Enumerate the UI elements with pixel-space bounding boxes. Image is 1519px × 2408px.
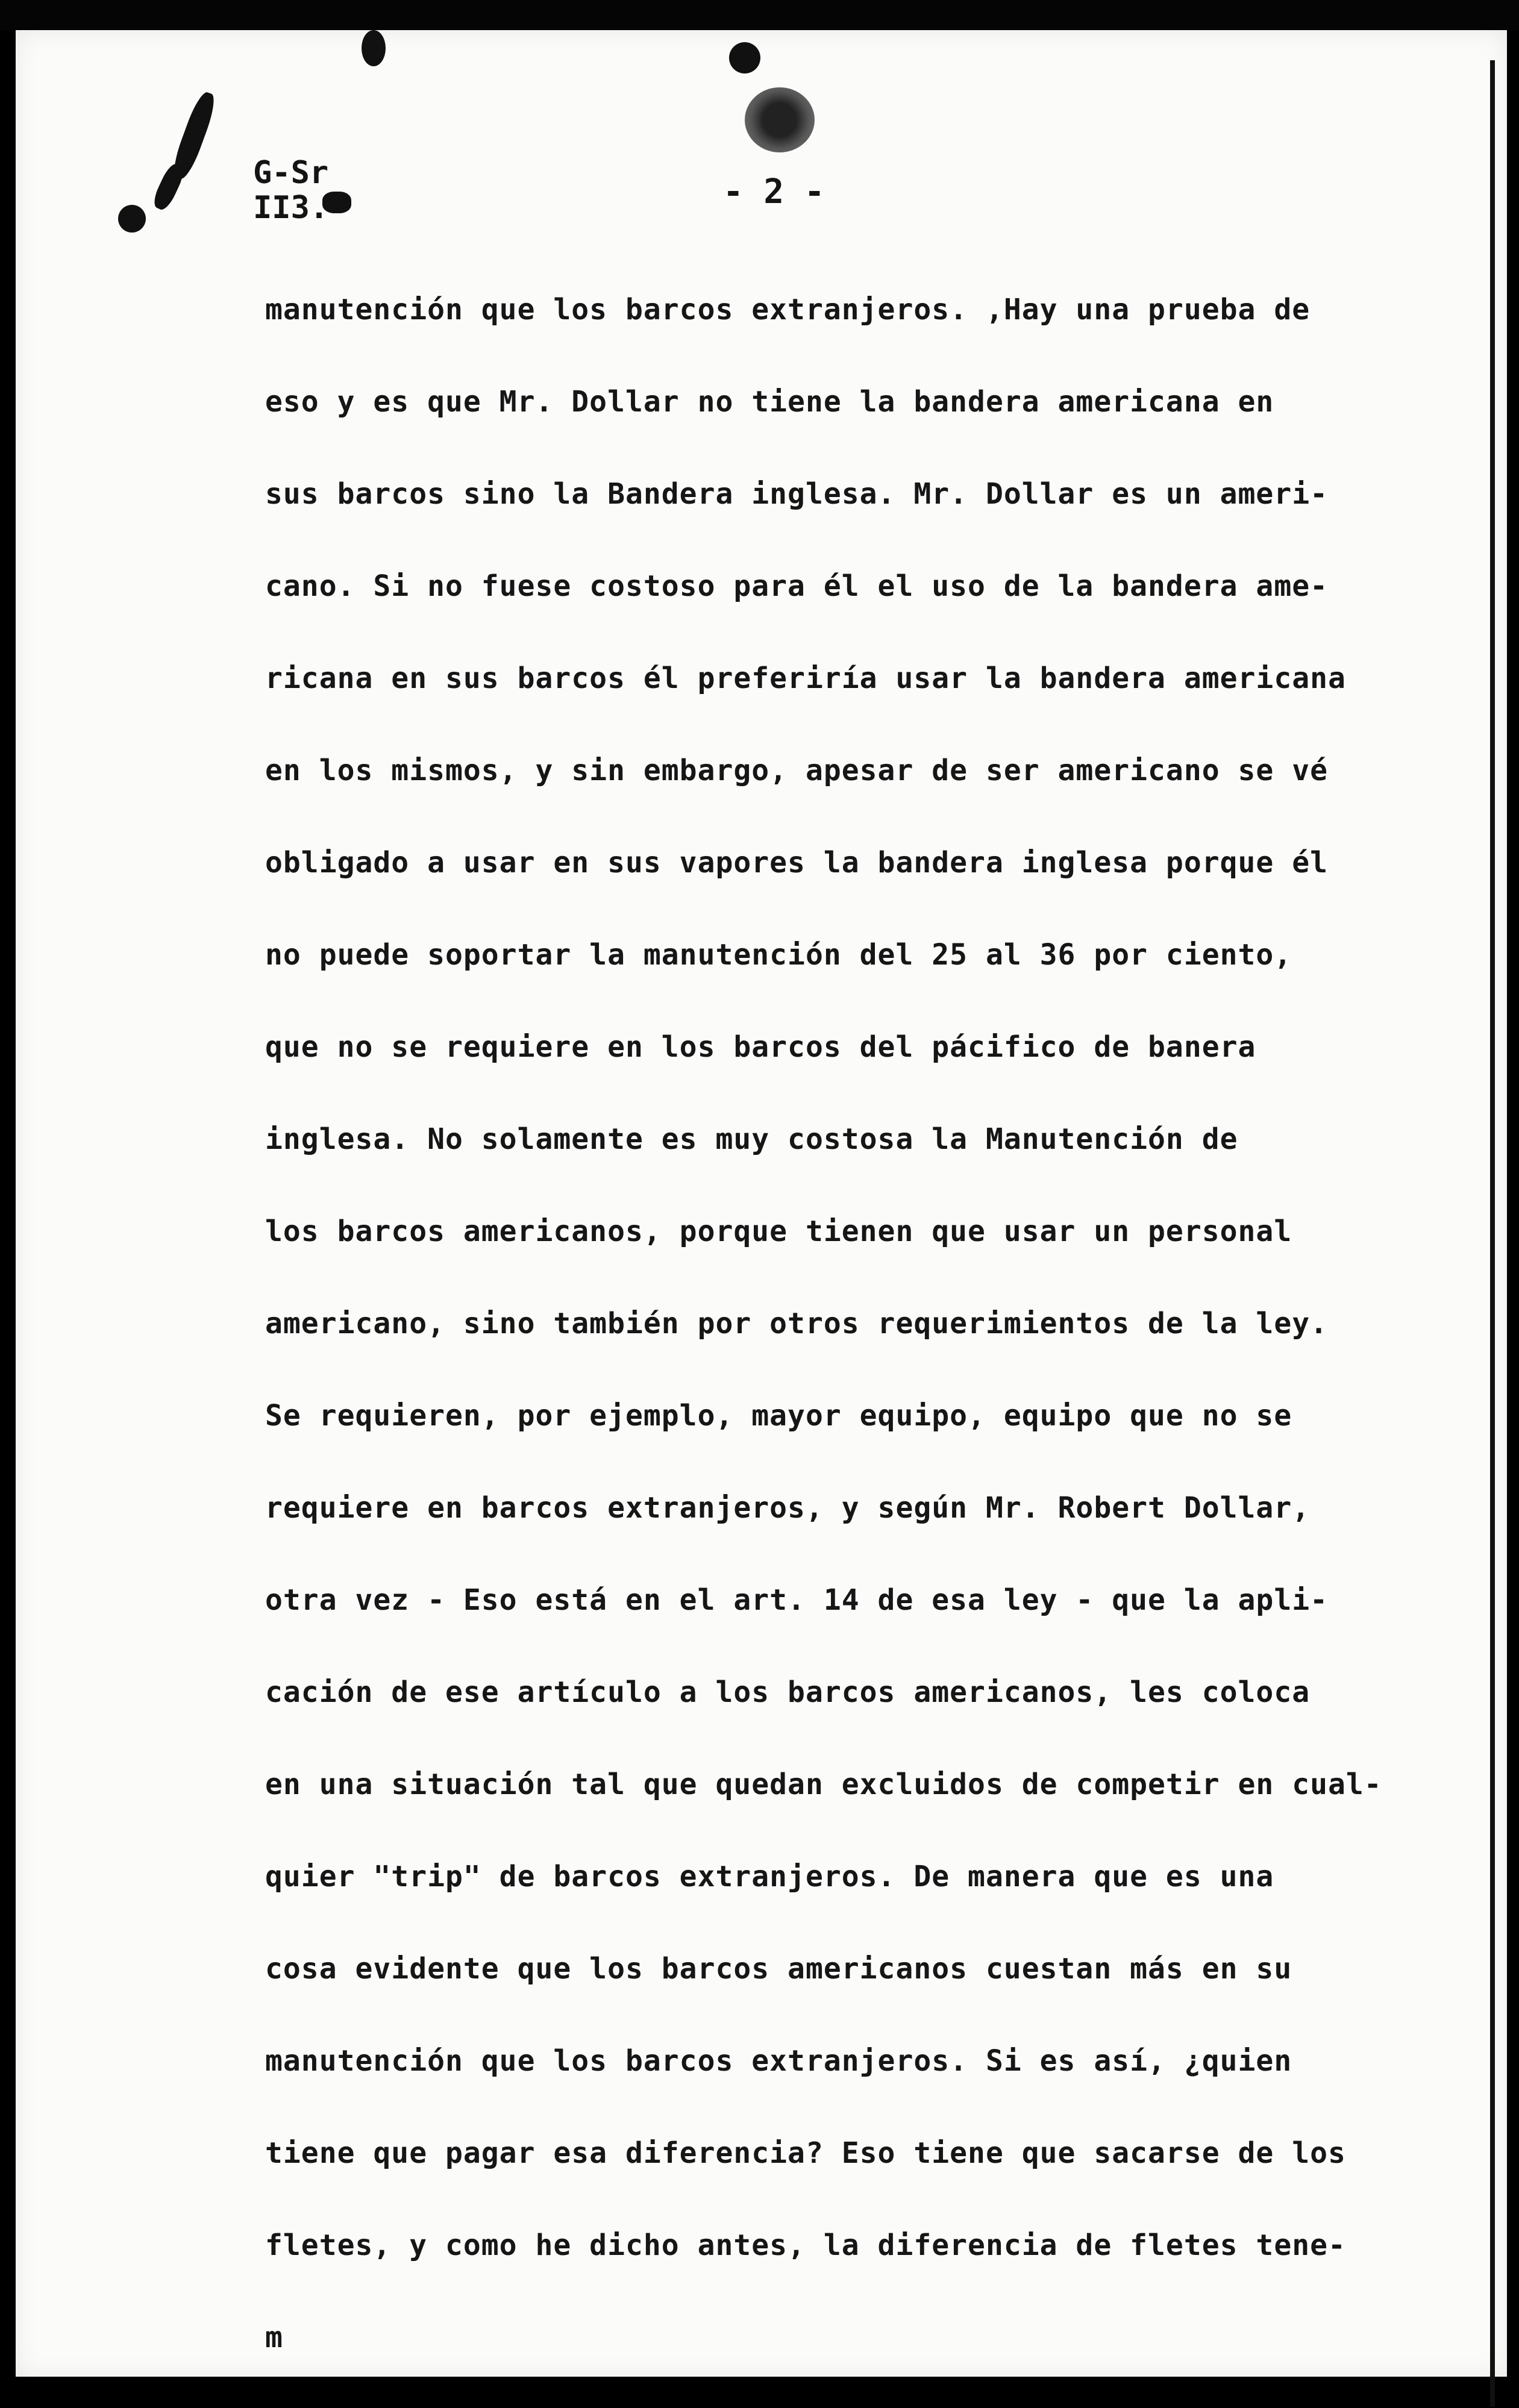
ink-dot-left xyxy=(118,205,146,233)
text-line: fletes, y como he dicho antes, la diferencia de fletes tene- xyxy=(265,2228,1346,2262)
text-line: cano. Si no fuese costoso para él el uso de la bandera ame- xyxy=(265,569,1329,603)
scan-edge-shadow xyxy=(1490,60,1495,2407)
text-line: manutención que los barcos extranjeros. ,Hay una prueba de xyxy=(265,293,1311,327)
text-line: otra vez - Eso está en el art. 14 de esa ley - que la apli- xyxy=(265,1583,1329,1617)
text-line: cación de ese artículo a los barcos americanos, les coloca xyxy=(265,1675,1311,1709)
reference-line-2: II3. xyxy=(253,190,329,226)
text-line: obligado a usar en sus vapores la bandera inglesa porque él xyxy=(265,846,1329,880)
text-line: manutención que los barcos extranjeros. Si es así, ¿quien xyxy=(265,2044,1292,2078)
text-line: americano, sino también por otros requerimientos de la ley. xyxy=(265,1307,1329,1340)
text-line: tiene que pagar esa diferencia? Eso tiene que sacarse de los xyxy=(265,2136,1346,2170)
document-reference-code xyxy=(253,155,328,225)
text-line: m xyxy=(265,2321,283,2354)
text-line: sus barcos sino la Bandera inglesa. Mr. Dollar es un ameri- xyxy=(265,477,1329,511)
ink-smudge-large xyxy=(362,30,386,66)
ink-blot-top-center xyxy=(745,87,815,152)
text-line: cosa evidente que los barcos americanos cuestan más en su xyxy=(265,1952,1292,1986)
scan-border-top xyxy=(0,0,1519,30)
text-line: requiere en barcos extranjeros, y según Mr. Robert Dollar, xyxy=(265,1491,1311,1525)
text-line: quier "trip" de barcos extranjeros. De manera que es una xyxy=(265,1860,1274,1894)
text-line: ricana en sus barcos él preferiría usar la bandera americana xyxy=(265,661,1346,695)
text-line: eso y es que Mr. Dollar no tiene la bandera americana en xyxy=(265,385,1274,419)
text-line: que no se requiere en los barcos del pácifico de banera xyxy=(265,1030,1256,1064)
page-number: - 2 - xyxy=(723,172,825,211)
text-line: no puede soportar la manutención del 25 al 36 por ciento, xyxy=(265,938,1292,972)
text-line: Se requieren, por ejemplo, mayor equipo, equipo que no se xyxy=(265,1399,1292,1433)
typed-body-text xyxy=(265,288,1410,2408)
ink-blot-small-top xyxy=(729,42,760,73)
text-line: en los mismos, y sin embargo, apesar de ser americano se vé xyxy=(265,754,1329,787)
text-line: inglesa. No solamente es muy costosa la Manutención de xyxy=(265,1122,1238,1156)
text-line: en una situación tal que quedan excluidos de competir en cual- xyxy=(265,1768,1382,1801)
text-line: los barcos americanos, porque tienen que usar un personal xyxy=(265,1215,1292,1248)
reference-line-1: G-Sr xyxy=(253,155,329,191)
